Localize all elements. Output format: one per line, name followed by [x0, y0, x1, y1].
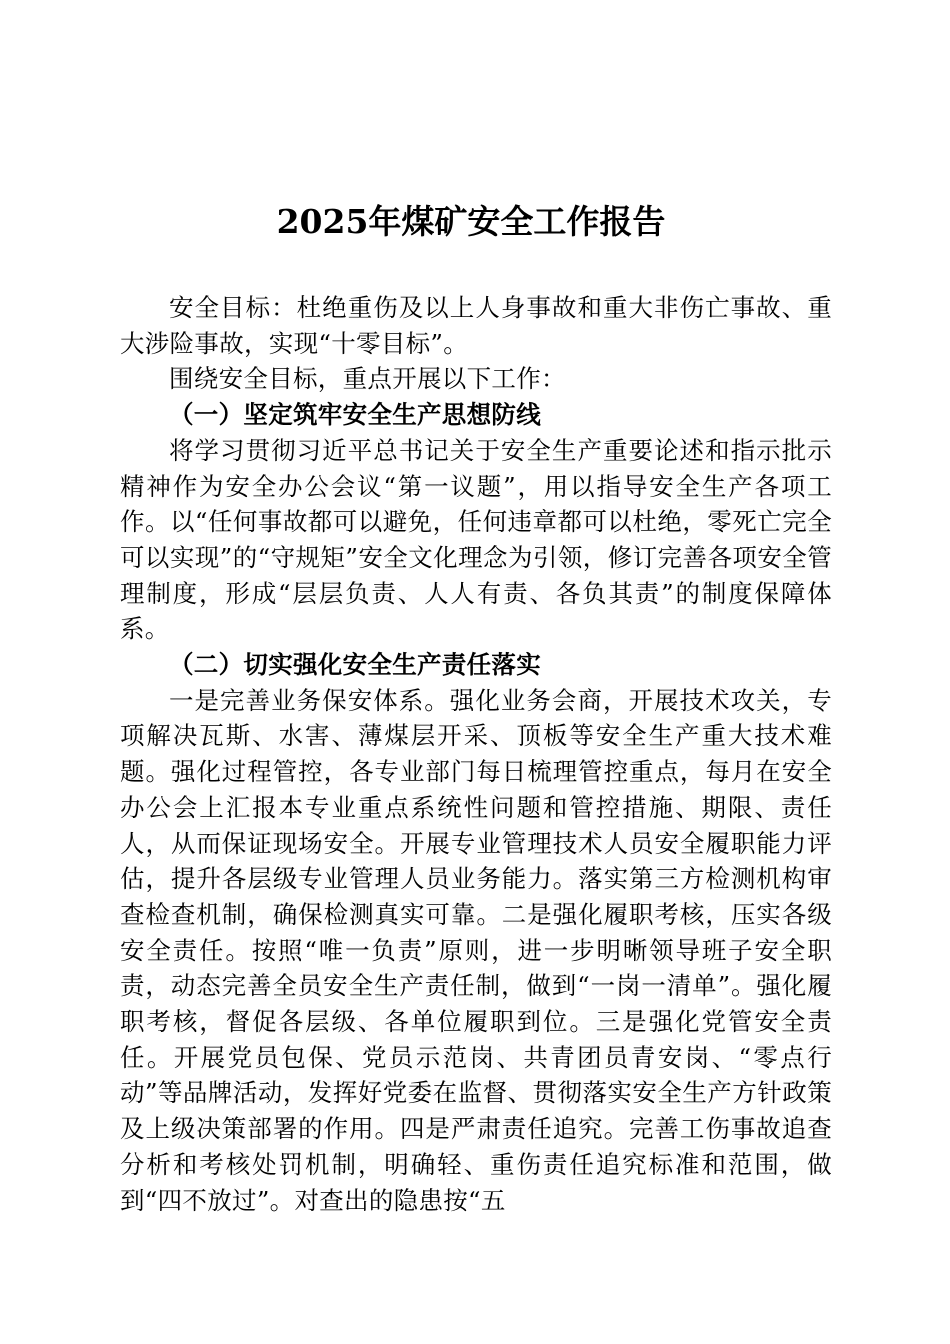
section-heading-2: （二）切实强化安全生产责任落实	[169, 650, 541, 680]
document-title: 2025年煤矿安全工作报告	[276, 202, 666, 241]
section-heading-1: （一）坚定筑牢安全生产思想防线	[169, 400, 541, 430]
section-text-2: 一是完善业务保安体系。强化业务会商，开展技术攻关，专项解决瓦斯、水害、薄煤层开采、顶板等安全生产重大技术难题。强化过程管控，各专业部门每日梳理管控重点，每月在安全办公会上汇报本专业重点系统性问题和管控措施、期限、责任人，从而保证现场安全。开展专业管理技术人员安全履职能力评估，提升各层级专业管理人员业务能力。落实第三方检测机构审查检查机制，确保检测真实可靠。二是强化履职考核，压实各级安全责任。按照“唯一负责”原则，进一步明晰领导班子安全职责，动态完善全员安全生产责任制，做到“一岗一清单”。强化履职考核，督促各层级、各单位履职到位。三是强化党管安全责任。开展党员包保、党员示范岗、共青团员青安岗、“零点行动”等品牌活动，发挥好党委在监督、贯彻落实安全生产方针政策及上级决策部署的作用。四是严肃责任追究。完善工伤事故追查分析和考核处罚机制，明确轻、重伤责任追究标准和范围，做到“四不放过”。对查出的隐患按“五	[120, 685, 832, 1215]
section-text-1: 将学习贯彻习近平总书记关于安全生产重要论述和指示批示精神作为安全办公会议“第一议题”，用以指导安全生产各项工作。以“任何事故都可以避免，任何违章都可以杜绝，零死亡完全可以实现”的“守规矩”安全文化理念为引领，修订完善各项安全管理制度，形成“层层负责、人人有责、各负其责”的制度保障体系。	[120, 435, 832, 644]
work-intro-paragraph: 围绕安全目标，重点开展以下工作：	[169, 364, 566, 394]
document-body	[120, 290, 832, 1218]
safety-goal-paragraph: 安全目标：杜绝重伤及以上人身事故和重大非伤亡事故、重大涉险事故，实现“十零目标”。	[120, 293, 832, 358]
